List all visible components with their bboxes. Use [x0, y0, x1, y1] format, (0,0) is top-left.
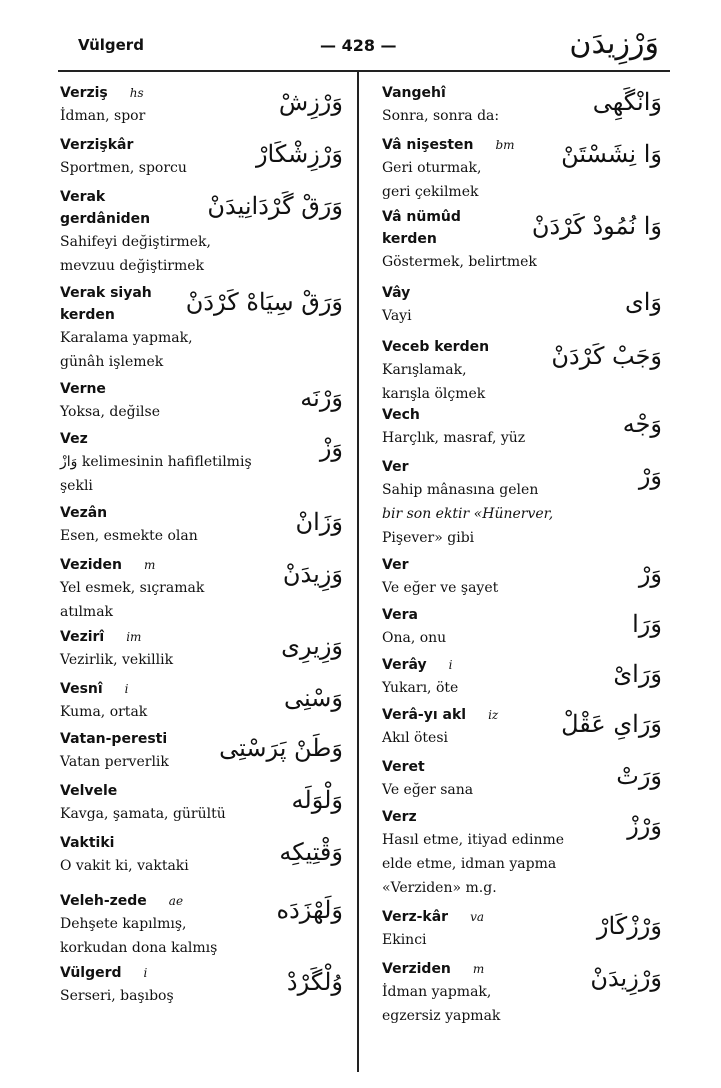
headword-text: Verne	[60, 381, 106, 397]
headword-text: Velvele	[60, 783, 118, 799]
definition-line: korkudan dona kalmış	[60, 940, 218, 956]
arabic-script-headword: وَجْه	[622, 410, 662, 438]
grammar-abbreviation: i	[124, 682, 129, 696]
definition-line: Yel esmek, sıçramak	[60, 580, 205, 596]
dictionary-entry	[60, 502, 345, 548]
arabic-script-headword: وَزْ	[319, 434, 343, 462]
arabic-script-headword: وُلْگَرْدْ	[286, 968, 343, 996]
definition-line: Ekinci	[382, 932, 427, 948]
grammar-abbreviation: i	[448, 658, 453, 672]
headword-text: Verak siyah	[60, 285, 152, 301]
arabic-script-headword: وَرَا	[632, 610, 662, 638]
dictionary-entry	[60, 282, 345, 374]
dictionary-entry	[382, 704, 664, 750]
arabic-script-headword: وَزِيدَنْ	[282, 560, 343, 588]
dictionary-entry	[60, 728, 345, 774]
entry-headword	[382, 282, 664, 304]
arabic-script-headword: وَرَقْ گَرْدَانِيدَنْ	[207, 192, 343, 220]
headword-text: Vangehî	[382, 85, 446, 101]
definition-line: günâh işlemek	[60, 354, 164, 370]
headword-text: Verziden	[382, 961, 451, 977]
definition-line: Sportmen, sporcu	[60, 160, 187, 176]
definition-line: atılmak	[60, 604, 114, 620]
arabic-script-headword: وَرَتْ	[616, 762, 662, 790]
page-header	[0, 26, 721, 66]
definition-line: Geri oturmak,	[382, 160, 482, 176]
grammar-abbreviation: im	[126, 630, 142, 644]
headword-text: Veziden	[60, 557, 122, 573]
dictionary-entry	[60, 890, 345, 960]
arabic-script-headword: وَا نُمُودْ كَرْدَنْ	[531, 212, 662, 240]
entry-headword	[382, 404, 664, 426]
dictionary-entry	[60, 554, 345, 624]
arabic-script-headword: وَرَاىِ عَقْلْ	[561, 710, 662, 738]
arabic-script-headword: وَرْزْكَارْ	[596, 912, 662, 940]
headword-text: Vesnî	[60, 681, 103, 697]
dictionary-entry	[60, 428, 345, 498]
dictionary-entry	[382, 554, 664, 600]
definition-line: Dehşete kapılmış,	[60, 916, 187, 932]
arabic-script-headword: وَرْنَه	[300, 384, 343, 412]
arabic-script-headword: وَلْوَلَه	[291, 786, 343, 814]
dictionary-entry	[382, 404, 664, 450]
dictionary-entry	[382, 604, 664, 650]
headword-text: Vaktiki	[60, 835, 115, 851]
headword-text: Vech	[382, 407, 420, 423]
dictionary-entry	[382, 282, 664, 328]
grammar-abbreviation: bm	[495, 138, 515, 152]
dictionary-entry	[60, 626, 345, 672]
definition-line: Esen, esmekte olan	[60, 528, 198, 544]
arabic-script-headword: وَرَاىْ	[613, 660, 662, 688]
definition-line: Harçlık, masraf, yüz	[382, 430, 526, 446]
definition-line: O vakit ki, vaktaki	[60, 858, 189, 874]
dictionary-entry	[60, 134, 345, 180]
dictionary-entry	[382, 134, 664, 204]
grammar-abbreviation: va	[470, 910, 485, 924]
headword-text: Verak	[60, 189, 106, 205]
definition-line: Kuma, ortak	[60, 704, 148, 720]
entry-headword-continued: kerden	[382, 231, 437, 247]
headword-text: Veleh-zede	[60, 893, 147, 909]
definition-line: Vayi	[382, 308, 412, 324]
headword-text: Vatan-peresti	[60, 731, 168, 747]
headword-text: Verzişkâr	[60, 137, 134, 153]
headword-text: Verz-kâr	[382, 909, 449, 925]
definition-line: Göstermek, belirtmek	[382, 254, 537, 270]
arabic-script-headword: وَلَهْزَدَه	[276, 896, 343, 924]
dictionary-entry	[60, 186, 345, 278]
dictionary-entry	[382, 206, 664, 274]
arabic-script-headword: وَرْزِشْ	[278, 88, 343, 116]
dictionary-entry	[60, 832, 345, 878]
arabic-script-headword: وَزَانْ	[295, 508, 343, 536]
dictionary-entry	[60, 962, 345, 1008]
definition-line: Ve eğer ve şayet	[382, 580, 499, 596]
dictionary-entry	[60, 780, 345, 826]
grammar-abbreviation: m	[144, 558, 156, 572]
header-rule	[58, 70, 670, 72]
arabic-script-headword: وَجَبْ كَرْدَنْ	[551, 342, 662, 370]
entry-headword-continued: kerden	[60, 307, 115, 323]
column-divider	[357, 72, 359, 1072]
definition-line: Vezirlik, vekillik	[60, 652, 174, 668]
headword-text: Verz	[382, 809, 417, 825]
arabic-script-headword: وَانْگَهِى	[592, 88, 662, 116]
headword-text: Ver	[382, 557, 409, 573]
arabic-script-headword: وَطَنْ پَرَسْتِى	[219, 734, 343, 762]
headword-text: Veret	[382, 759, 425, 775]
arabic-script-headword: وَسْنِى	[284, 684, 343, 712]
dictionary-entry	[382, 756, 664, 802]
definition-line: elde etme, idman yapma	[382, 856, 557, 872]
definition-line: bir son ektir «Hünerver,	[382, 506, 554, 522]
headword-text: Verâ-yı akl	[382, 707, 467, 723]
arabic-script-headword: وَا نِشَسْتَنْ	[561, 140, 662, 168]
dictionary-entry	[382, 806, 664, 900]
definition-line: Ve eğer sana	[382, 782, 474, 798]
dictionary-entry	[60, 378, 345, 424]
definition-line: karışla ölçmek	[382, 386, 486, 402]
definition-line: Serseri, başıboş	[60, 988, 174, 1004]
definition-line: egzersiz yapmak	[382, 1008, 501, 1024]
definition-line: geri çekilmek	[382, 184, 479, 200]
headword-text: Vâ nişesten	[382, 137, 474, 153]
headword-text: Vera	[382, 607, 418, 623]
definition-line: Yukarı, öte	[382, 680, 459, 696]
definition-line: Karışlamak,	[382, 362, 467, 378]
dictionary-entry	[382, 82, 664, 128]
definition-line: «Verziden» m.g.	[382, 880, 497, 896]
headword-text: Vezân	[60, 505, 108, 521]
definition-line: İdman, spor	[60, 108, 146, 124]
running-head-right: وَرْزِيدَن	[569, 26, 659, 61]
headword-text: Verziş	[60, 85, 108, 101]
dictionary-entry	[60, 82, 345, 128]
grammar-abbreviation: ae	[168, 894, 184, 908]
arabic-script-headword: وَرْ	[638, 560, 662, 588]
entry-headword	[382, 554, 664, 576]
arabic-script-headword: وَرَقْ سِيَاهْ كَرْدَنْ	[185, 288, 343, 316]
dictionary-entry	[382, 654, 664, 700]
headword-text: Vezirî	[60, 629, 105, 645]
definition-line: Kavga, şamata, gürültü	[60, 806, 226, 822]
running-head-left: Vülgerd	[78, 36, 144, 54]
entry-headword	[382, 456, 664, 478]
grammar-abbreviation: hs	[129, 86, 144, 100]
definition-line: mevzuu değiştirmek	[60, 258, 205, 274]
arabic-script-headword: وَرْزْ	[627, 812, 662, 840]
definition-line: Yoksa, değilse	[60, 404, 161, 420]
dictionary-entry	[60, 678, 345, 724]
headword-text: Vez	[60, 431, 88, 447]
definition-line: وَازْ kelimesinin hafifletilmiş	[60, 454, 252, 470]
dictionary-entry	[382, 906, 664, 952]
dictionary-entry	[382, 958, 664, 1028]
definition-line: Ona, onu	[382, 630, 447, 646]
definition-line: Karalama yapmak,	[60, 330, 193, 346]
headword-text: Vâ nümûd	[382, 209, 461, 225]
headword-text: Verây	[382, 657, 427, 673]
arabic-script-headword: وَزِيرِى	[281, 632, 343, 660]
definition-line: Vatan perverlik	[60, 754, 169, 770]
arabic-script-headword: وَرْزِشْكَارْ	[255, 140, 343, 168]
headword-text: Veceb kerden	[382, 339, 490, 355]
definition-line: Hasıl etme, itiyad edinme	[382, 832, 565, 848]
definition-line: İdman yapmak,	[382, 984, 492, 1000]
definition-line: Sahip mânasına gelen	[382, 482, 539, 498]
entry-headword	[382, 604, 664, 626]
headword-text: Vülgerd	[60, 965, 122, 981]
entry-headword-continued: gerdâniden	[60, 211, 151, 227]
arabic-script-headword: وَرْ	[638, 462, 662, 490]
definition-line: Sonra, sonra da:	[382, 108, 500, 124]
page-number: — 428 —	[320, 36, 397, 55]
definition-line: şekli	[60, 478, 93, 494]
definition-line: Akıl ötesi	[382, 730, 449, 746]
definition-line: Pişever» gibi	[382, 530, 475, 546]
dictionary-entry	[382, 456, 664, 550]
headword-text: Vây	[382, 285, 411, 301]
entry-headword	[60, 428, 345, 450]
arabic-script-headword: وَاى	[624, 288, 662, 316]
arabic-script-headword: وَرْزِيدَنْ	[590, 964, 662, 992]
grammar-abbreviation: i	[143, 966, 148, 980]
headword-text: Ver	[382, 459, 409, 475]
grammar-abbreviation: iz	[488, 708, 499, 722]
dictionary-entry	[382, 336, 664, 406]
entry-headword	[382, 806, 664, 828]
grammar-abbreviation: m	[472, 962, 485, 976]
definition-line: Sahifeyi değiştirmek,	[60, 234, 211, 250]
arabic-script-headword: وَقْتِيكِه	[279, 838, 343, 866]
